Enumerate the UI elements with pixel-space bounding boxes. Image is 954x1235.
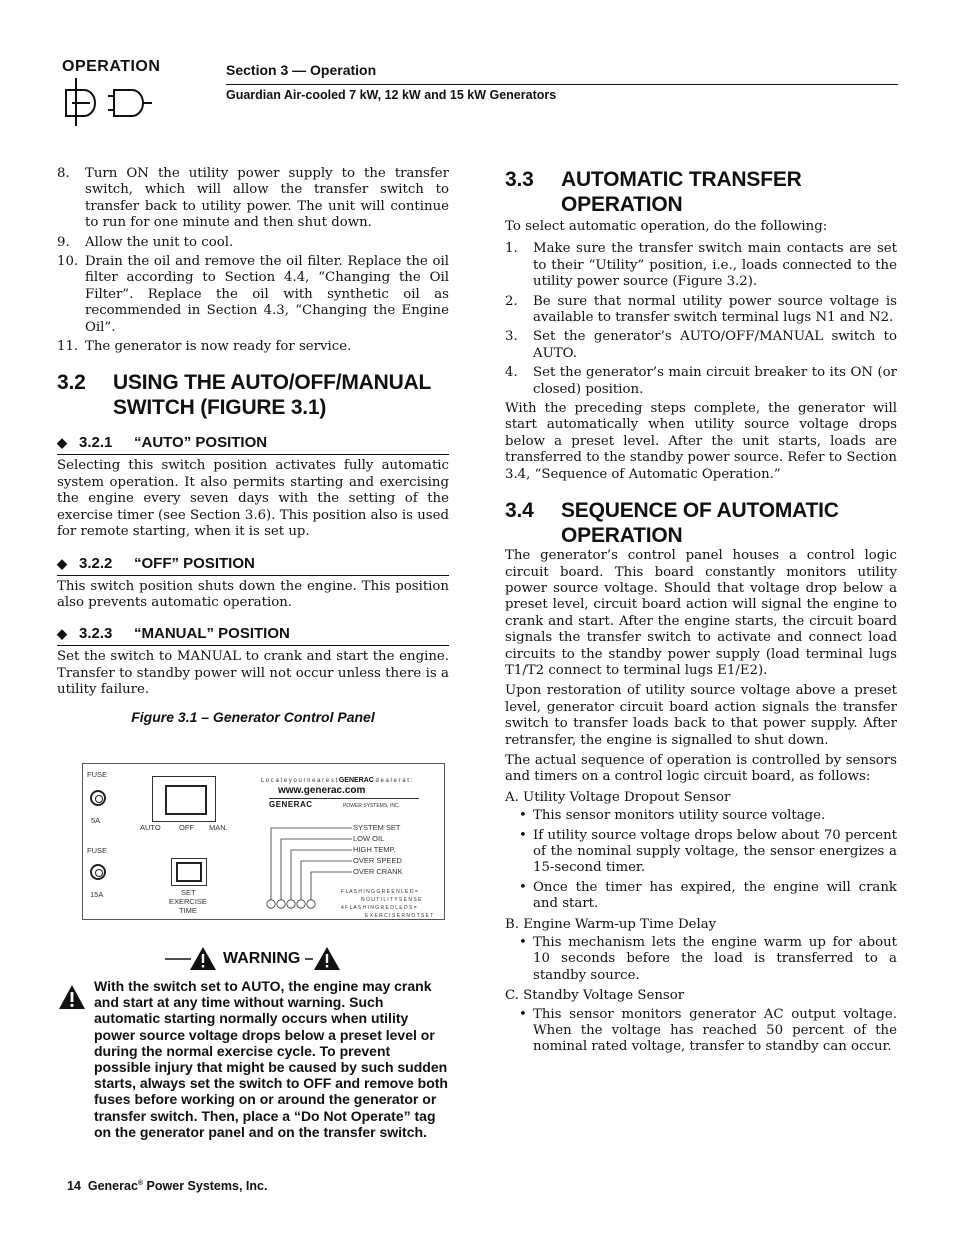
led-label-high-temp: HIGH TEMP.	[353, 845, 396, 854]
step-number: 8.	[57, 166, 70, 181]
figure-caption: Figure 3.1 – Generator Control Panel	[131, 708, 375, 725]
switch-auto-label: AUTO	[140, 823, 161, 832]
list-item	[505, 294, 897, 327]
exercise-label: EXERCISE	[169, 897, 207, 906]
step-text: The generator is now ready for service.	[85, 339, 352, 355]
set-label: SET	[181, 888, 196, 897]
section-3-2-2-heading	[57, 555, 449, 576]
auto-position-body: Selecting this switch position activates fully automatic system operation. It also permits starting and exercising the engine every seven days with the setting of the exercise timer (see Section 3.6). This position also is used for remote starting, when it is set up.	[57, 458, 449, 540]
section-title: USING THE AUTO/OFF/MANUAL SWITCH (FIGURE 3.1)	[113, 371, 431, 419]
step-number: 11.	[57, 339, 79, 355]
led-label-system-set: SYSTEM SET	[353, 823, 401, 832]
locate-tail: d e a l e r a t :	[375, 778, 413, 784]
list-item	[57, 339, 449, 355]
sensor-c-bullets	[505, 1007, 897, 1056]
page-footer	[67, 1179, 267, 1193]
fuse-icon	[90, 864, 106, 880]
registered-mark: ®	[137, 1179, 144, 1187]
section-3-2-3-heading	[57, 625, 449, 646]
header-section: Section 3 — Operation	[226, 62, 377, 78]
s34-paragraph-3: The actual sequence of operation is controlled by sensors and timers on a control logic circuit board, as follows:	[505, 752, 897, 785]
step-number: 2.	[505, 293, 518, 309]
list-item	[57, 254, 449, 336]
auto-steps	[505, 241, 897, 398]
section-title: SEQUENCE OF AUTOMATIC OPERATION	[561, 499, 839, 547]
step-number: 10.	[57, 254, 79, 270]
led-icon	[277, 900, 285, 908]
led-label-low-oil: LOW OIL	[353, 834, 385, 843]
exercise-button	[171, 858, 207, 886]
off-position-body: This switch position shuts down the engine. This position also prevents automatic operation.	[57, 578, 449, 610]
switch-rocker	[165, 785, 207, 815]
button-face	[176, 862, 202, 882]
shutdown-steps	[57, 166, 449, 355]
led-icon	[297, 900, 305, 908]
section-number: 3.3	[505, 168, 534, 191]
list-item	[505, 365, 897, 398]
auto-off-manual-switch	[152, 776, 216, 822]
divider	[269, 798, 419, 799]
manual-position-body: Set the switch to MANUAL to crank and start the engine. Transfer to standby power will not occur unless there is a utility failure.	[57, 649, 449, 698]
sensor-a-bullets	[505, 808, 897, 912]
section-title: AUTOMATIC TRANSFER OPERATION	[561, 168, 802, 216]
step-text: Be sure that normal utility power source voltage is available to transfer switch terminal lugs N1 and N2.	[533, 293, 897, 326]
fuse-icon	[90, 790, 106, 806]
fuse-rating: 5A	[91, 816, 101, 825]
fuse-label: FUSE	[87, 846, 108, 855]
step-text: Make sure the transfer switch main contacts are set to their “Utility” position, i.e., loads connected to the utility power source (Figure 3.2).	[533, 241, 897, 290]
list-item: • This sensor monitors generator AC output voltage. When the voltage has reached 50 percent of the nominal rated voltage, transfer to standby can occur.	[505, 1007, 897, 1056]
list-item	[57, 235, 449, 251]
list-item	[505, 241, 897, 290]
subsection-title: “MANUAL” POSITION	[134, 625, 290, 643]
led-label-over-crank: OVER CRANK	[353, 867, 403, 876]
led-icon	[287, 900, 295, 908]
sensor-b-bullets	[505, 935, 897, 984]
status-leds	[266, 898, 322, 910]
section-number: 3.2	[57, 371, 86, 395]
section-3-2-1-heading	[57, 434, 449, 455]
s34-paragraph-1: The generator’s control panel houses a control logic circuit board. This board constantly monitors utility power source voltage. Should that voltage drop below a preset level, circuit board action will signal the engine to crank and start. After the engine starts, the circuit board signals the transfer switch to activate and connect load circuits to the standby power supply (load terminal lugs T1/T2 connect to terminal lugs E1/E2).	[505, 548, 897, 678]
no-utility-sense: N O U T I L I T Y S E N S E	[361, 897, 422, 903]
warning-text: With the switch set to AUTO, the engine may crank and start at any time without warning. Such automatic starting normally occurs when utility power source voltage drops below a preset level or during the normal exercise cycle. To prevent possible injury that might be caused by such sudden starts, always set the switch to OFF and remove both fuses before working on or around the generator or transfer switch. Then, place a “Do Not Operate” tag on the generator panel and on the transfer switch.	[94, 978, 448, 1140]
warning-title	[165, 946, 345, 972]
fuse-label: FUSE	[87, 770, 108, 779]
led-label-over-speed: OVER SPEED	[353, 856, 402, 865]
fuse-rating: 15A	[90, 890, 104, 899]
plug-icon	[62, 76, 162, 128]
switch-off-label: OFF	[179, 823, 194, 832]
step-text: Turn ON the utility power supply to the transfer switch, which will allow the transfer switch to transfer back to utility power. The unit will continue to run for one minute and then shut down.	[85, 166, 449, 231]
subsection-title: “AUTO” POSITION	[134, 434, 268, 452]
locate-brand: GENERAC	[338, 777, 374, 784]
operation-logo	[62, 58, 162, 133]
footer-company: Generac	[87, 1179, 138, 1193]
warning-label: WARNING	[223, 950, 301, 967]
step-text: Set the generator’s AUTO/OFF/MANUAL switch to AUTO.	[533, 329, 897, 361]
s34-paragraph-2: Upon restoration of utility source voltage above a preset level, generator circuit board action signals the transfer switch to transfer loads back to that power supply. After retransfer, the engine is signalled to shut down.	[505, 683, 897, 748]
section-3-4-heading	[505, 499, 897, 548]
led-icon	[267, 900, 275, 908]
header-rule	[226, 84, 898, 85]
step-number: 9.	[57, 234, 70, 250]
list-item	[57, 166, 449, 232]
footer-company-tail: Power Systems, Inc.	[146, 1179, 268, 1193]
subsection-number: 3.2.1	[79, 434, 113, 452]
s33-intro: To select automatic operation, do the following:	[505, 219, 828, 234]
led-icon	[307, 900, 315, 908]
sensor-c-label: C. Standby Voltage Sensor	[505, 988, 685, 1004]
step-text: Drain the oil and remove the oil filter. Replace the oil filter according to Section 4.4, “Changing the Oil Filter”. Replace the oil with synthetic oil as recommended in Section 4.3, “Changing the Engine Oil”.	[85, 254, 449, 335]
page-number: 14	[67, 1179, 81, 1193]
step-number: 1.	[505, 241, 518, 257]
s33-body: With the preceding steps complete, the generator will start automatically when utility source voltage drops below a preset level. After the unit starts, loads are transferred to the standby power source. Refer to Section 3.4, “Sequence of Automatic Operation.”	[505, 401, 897, 482]
section-3-2-heading	[57, 371, 449, 420]
step-number: 3.	[505, 329, 518, 345]
list-item: • Once the timer has expired, the engine will crank and start.	[505, 880, 897, 913]
right-column	[505, 166, 897, 1059]
list-item	[505, 329, 897, 362]
list-item: • This mechanism lets the engine warm up for about 10 seconds before the load is transferred to a standby source.	[505, 935, 897, 984]
step-number: 4.	[505, 365, 518, 381]
left-column	[57, 166, 449, 725]
list-item: • This sensor monitors utility source voltage.	[505, 808, 897, 824]
diamond-icon: ◆	[57, 435, 67, 451]
exerciser-not-set: E X E R C I S E R N O T S E T	[365, 913, 434, 919]
section-number: 3.4	[505, 499, 534, 523]
subsection-number: 3.2.3	[79, 625, 113, 643]
time-label: TIME	[179, 906, 197, 915]
website-url: www.generac.com	[278, 785, 366, 796]
subsection-title: “OFF” POSITION	[134, 554, 255, 572]
generator-control-panel	[82, 763, 445, 920]
flash-green-legend: F L A S H I N G G R E E N L E D =	[341, 889, 418, 895]
diamond-icon: ◆	[57, 555, 67, 571]
brand-tail: POWER SYSTEMS, INC.	[343, 803, 400, 809]
flash-red-legend: 4 F L A S H I N G R E D L E D S =	[341, 905, 417, 911]
step-text: Allow the unit to cool.	[85, 234, 234, 250]
operation-logo-label: OPERATION	[62, 58, 161, 75]
header-subtitle: Guardian Air-cooled 7 kW, 12 kW and 15 kW Generators	[226, 88, 557, 102]
step-text: Set the generator’s main circuit breaker to its ON (or closed) position.	[533, 365, 897, 397]
section-3-3-heading	[505, 168, 897, 217]
sensor-b-label: B. Engine Warm-up Time Delay	[505, 916, 717, 932]
subsection-number: 3.2.2	[79, 554, 113, 572]
brand-logo: GENERAC	[269, 800, 313, 809]
warning-icon	[58, 984, 86, 1010]
locate-text: L o c a t e y o u r n e a r e s t	[261, 778, 338, 784]
list-item: • If utility source voltage drops below about 70 percent of the nominal supply voltage, the sensor energizes a 15-second timer.	[505, 828, 897, 877]
switch-manual-label: MAN.	[209, 823, 228, 832]
diamond-icon: ◆	[57, 626, 67, 642]
sensor-a-label: A. Utility Voltage Dropout Sensor	[505, 789, 731, 805]
